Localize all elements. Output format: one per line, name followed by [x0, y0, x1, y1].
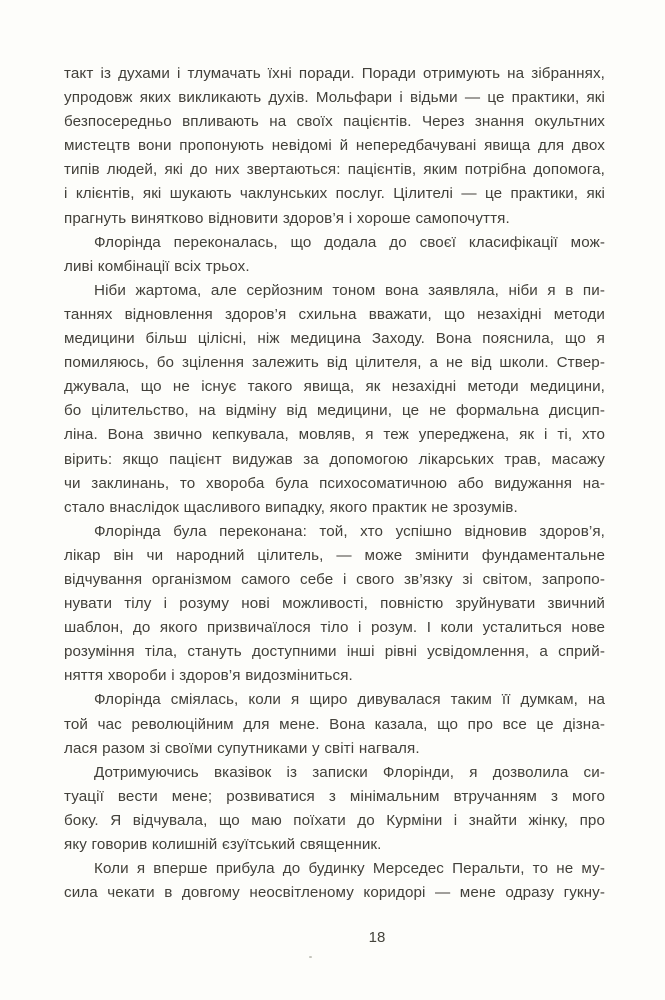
text-line: ливі комбінації всіх трьох. — [64, 257, 250, 275]
text-line: помиляюсь, бо зцілення залежить від цілителя, а не від школи. Ствер- — [64, 354, 605, 372]
text-line: нувати тілу і розуму нові можливості, повністю зруйнувати звичний — [64, 595, 605, 613]
text-line: розуміння тіла, стануть доступними інші рівні усвідомлення, а сприй- — [64, 643, 605, 661]
text-line: Коли я вперше прибула до будинку Мерседес Перальти, то не му- — [94, 860, 605, 878]
text-line: бо цілительство, на відміну від медицини, це не формальна дисцип- — [64, 402, 605, 420]
text-line: Ніби жартома, але серйозним тоном вона заявляла, ніби я в пи- — [94, 281, 605, 299]
text-line: лася разом зі своїми супутниками у світі нагваля. — [64, 739, 420, 757]
page-text — [64, 62, 605, 905]
text-line: Флорінда сміялась, коли я щиро дивувалася таким її думкам, на — [94, 691, 605, 709]
text-line: яку говорив колишній єзуїтський священник. — [64, 836, 382, 853]
text-line: типів людей, які до них звертаються: пацієнтів, яким потрібна допомога, — [64, 161, 605, 179]
text-line: чи заклинань, то хвороба була психосоматичною або видужання на- — [64, 474, 605, 492]
text-line: вірить: якщо пацієнт видужав за допомогою лікарських трав, масажу — [64, 450, 605, 468]
scan-speck — [309, 956, 312, 958]
text-line: туації вести мене; розвиватися з мінімальним втручанням з мого — [64, 787, 605, 805]
text-line: мистецтв вони пропонують невідомі й непередбачувані явища для двох — [64, 137, 605, 155]
text-line: такт із духами і тлумачать їхні поради. Поради отримують на зібраннях, — [64, 65, 605, 82]
text-line: шаблон, до якого призвичаїлося тіло і розум. І коли усталиться нове — [64, 619, 605, 637]
text-line: таннях відновлення здоров’я схильна вважати, що незахідні методи — [64, 305, 605, 323]
text-line: і клієнтів, які шукають чаклунських послуг. Цілителі — це практики, які — [64, 185, 605, 203]
text-line: прагнуть винятково відновити здоров’я і хороше самопочуття. — [64, 209, 510, 227]
text-line: безпосередньо впливають на своїх пацієнтів. Через знання окультних — [64, 113, 605, 131]
text-line: Флорінда переконалась, що додала до своєї класифікації мож- — [94, 233, 605, 251]
text-line: сила чекати в довгому неосвітленому коридорі — мене одразу гукну- — [64, 884, 605, 902]
text-line: Дотримуючись вказівок із записки Флорінди, я дозволила си- — [94, 763, 605, 781]
text-line: стало внаслідок щасливого випадку, якого практик не зрозумів. — [64, 498, 518, 516]
text-line: той час революційним для мене. Вона казала, що про все це дізна- — [64, 715, 605, 733]
text-line: боку. Я відчувала, що маю поїхати до Курміни і знайти жінку, про — [64, 811, 605, 829]
text-line: ліна. Вона звично кепкувала, мовляв, я теж упереджена, як і ті, хто — [64, 426, 605, 444]
text-line: упродовж яких викликають духів. Мольфари і відьми — це практики, які — [64, 89, 605, 107]
page-number: 18 — [368, 929, 386, 946]
text-line: джувала, що не існує такого явища, як незахідні методи медицини, — [64, 378, 605, 396]
text-line: відчування організмом самого себе і свого зв’язку зі світом, запропо- — [64, 570, 605, 588]
text-line: няття хвороби і здоров’я видозміниться. — [64, 667, 353, 685]
text-line: лікар він чи народний цілитель, — може змінити фундаментальне — [64, 546, 605, 564]
text-line: медицини більш цілісні, ніж медицина Заходу. Вона пояснила, що я — [64, 330, 605, 348]
text-line: Флорінда була переконана: той, хто успішно відновив здоров’я, — [94, 522, 605, 540]
